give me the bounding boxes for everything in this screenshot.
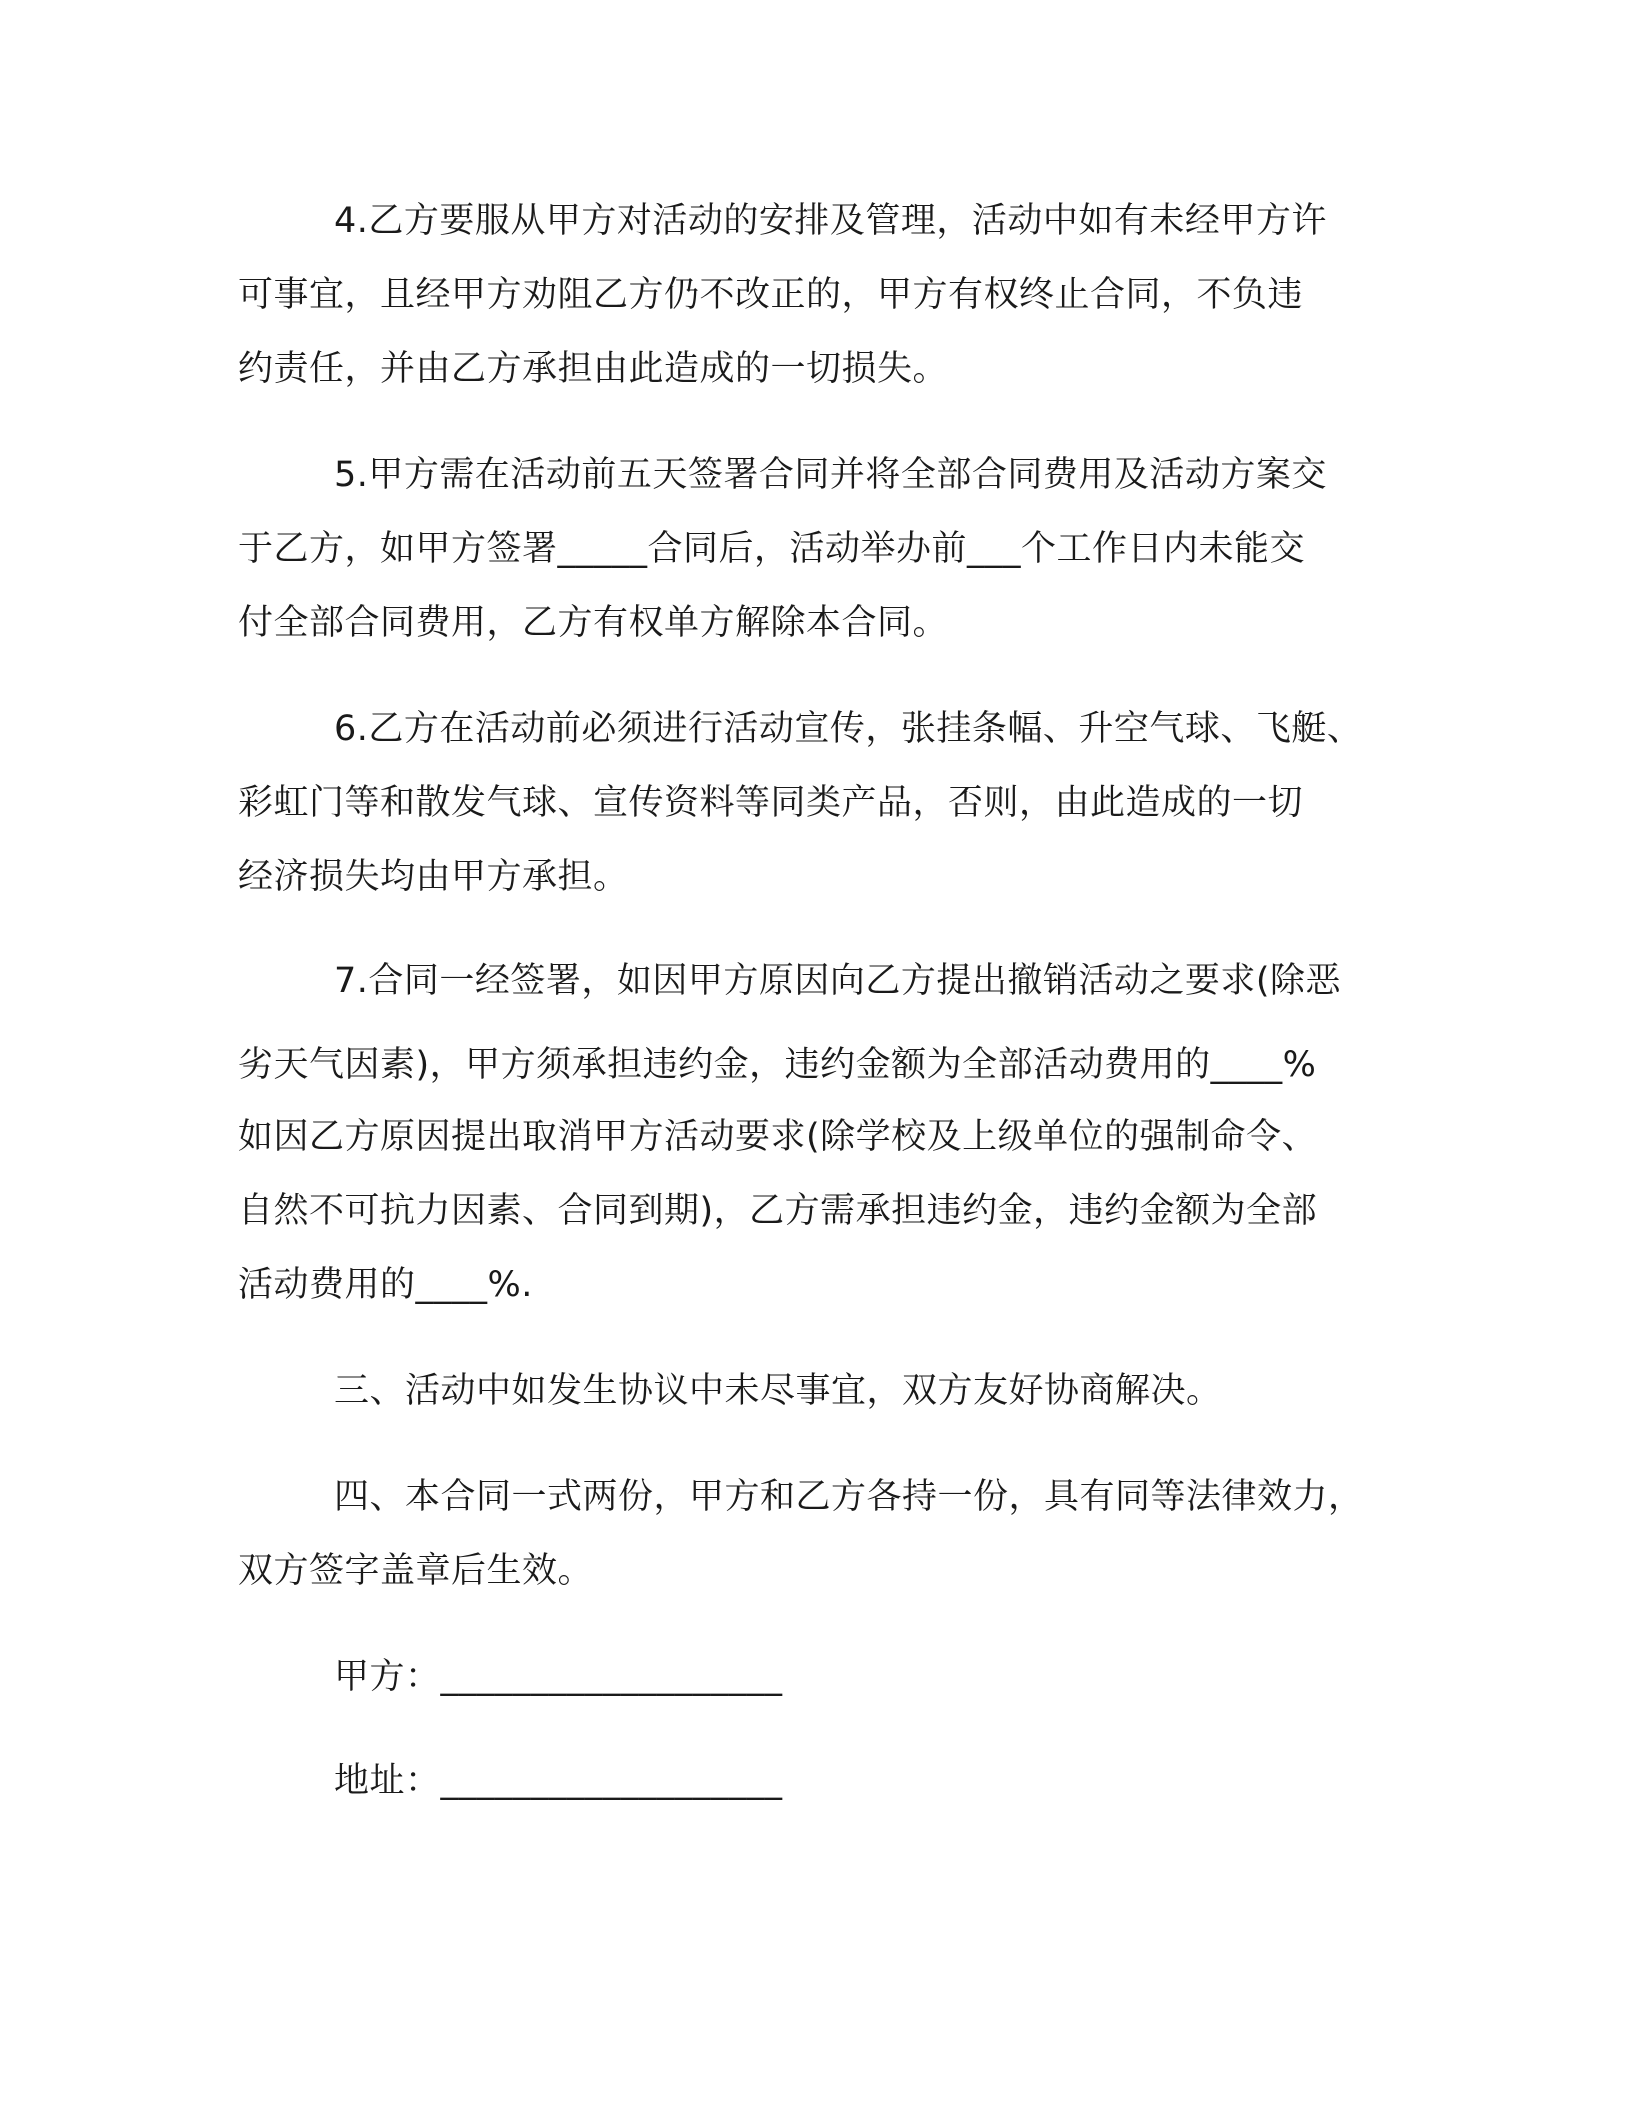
clause-7-line-1: 7.合同一经签署，如因甲方原因向乙方提出撤销活动之要求(除恶: [334, 961, 1342, 1001]
clause-6-line-1: 6.乙方在活动前必须进行活动宣传，张挂条幅、升空气球、飞艇、: [334, 709, 1363, 749]
clause-4-line-2: 可事宜，且经甲方劝阻乙方仍不改正的，甲方有权终止合同，不负违: [238, 275, 1304, 315]
clause-6-line-3: 经济损失均由甲方承担。: [238, 857, 629, 897]
party-a-signature-line: 甲方：___________________: [334, 1657, 783, 1697]
clause-5-line-1: 5.甲方需在活动前五天签署合同并将全部合同费用及活动方案交: [334, 455, 1327, 495]
section-4-line-1: 四、本合同一式两份，甲方和乙方各持一份，具有同等法律效力，: [334, 1477, 1364, 1517]
section-4-line-2: 双方签字盖章后生效。: [238, 1551, 594, 1591]
clause-7-line-5: 活动费用的____%.: [238, 1265, 533, 1305]
clause-6-line-2: 彩虹门等和散发气球、宣传资料等同类产品，否则，由此造成的一切: [238, 783, 1304, 823]
clause-5-line-3: 付全部合同费用，乙方有权单方解除本合同。: [238, 603, 949, 643]
clause-7-line-2: 劣天气因素)，甲方须承担违约金，违约金额为全部活动费用的____%: [238, 1045, 1317, 1085]
clause-5-line-2: 于乙方，如甲方签署_____合同后，活动举办前___个工作日内未能交: [238, 529, 1306, 569]
clause-4-line-3: 约责任，并由乙方承担由此造成的一切损失。: [238, 349, 949, 389]
clause-7-line-4: 自然不可抗力因素、合同到期)，乙方需承担违约金，违约金额为全部: [238, 1191, 1318, 1231]
clause-4-line-1: 4.乙方要服从甲方对活动的安排及管理，活动中如有未经甲方许: [334, 201, 1327, 241]
address-line: 地址：___________________: [334, 1761, 783, 1801]
clause-7-line-3: 如因乙方原因提出取消甲方活动要求(除学校及上级单位的强制命令、: [238, 1117, 1318, 1157]
section-3-line-1: 三、活动中如发生协议中未尽事宜，双方友好协商解决。: [334, 1371, 1222, 1411]
